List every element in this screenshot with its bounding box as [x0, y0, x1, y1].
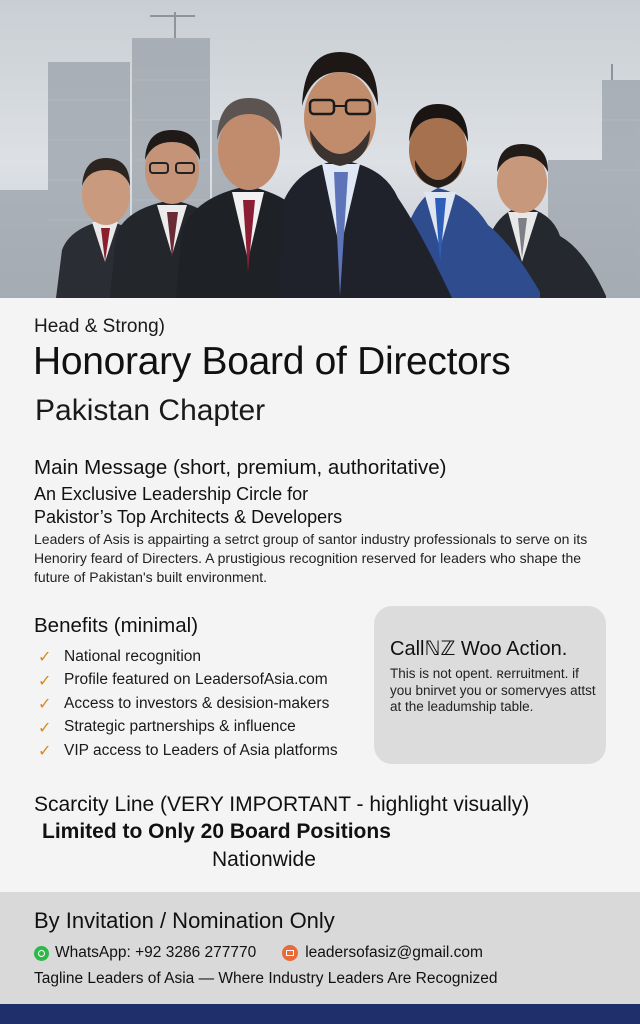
scarcity-line-1: Limited to Only 20 Board Positions: [42, 820, 391, 843]
cta-body: This is not opent. ʀerruitment. if you bnirvet you or somervyes attst at the leadumship table.: [390, 666, 596, 714]
message-body: Leaders of Asis is appairting a setrct group of santor industry professionals to serve on its Henoriry feard of Directers. A prustigious recognition reserved for leaders who shape the future of Pakistan's built environment.: [34, 531, 588, 585]
invitation-heading: By Invitation / Nomination Only: [34, 908, 335, 933]
hero-illustration: [0, 0, 640, 298]
benefit-item: [38, 716, 338, 740]
eyebrow-text: Head & Strong): [34, 316, 165, 337]
check-icon: ✓: [38, 694, 52, 714]
benefit-label: National recognition: [64, 647, 202, 665]
benefit-item: [38, 739, 338, 763]
benefits-heading: Benefits (minimal): [34, 614, 199, 637]
contact-row: [34, 944, 624, 962]
message-subheading: [34, 483, 594, 529]
benefit-item: [38, 669, 338, 693]
call-to-action-card: [374, 606, 606, 764]
benefit-item: [38, 645, 338, 669]
benefit-label: Profile featured on LeadersofAsia.com: [64, 671, 328, 689]
content-panel: [0, 298, 640, 892]
hero-photo: [0, 0, 640, 298]
benefit-label: Strategic partnerships & influence: [64, 718, 296, 736]
footer: [0, 892, 640, 1004]
benefit-label: VIP access to Leaders of Asia platforms: [64, 741, 338, 759]
scarcity-line-2: Nationwide: [212, 848, 316, 871]
message-subheading-line-2: Pakistor’s Top Architects & Developers: [34, 507, 343, 527]
page-subtitle: Pakistan Chapter: [35, 394, 266, 427]
check-icon: ✓: [38, 741, 52, 761]
whatsapp-icon: [34, 946, 49, 961]
benefits-list: [38, 645, 338, 763]
scarcity-heading: Scarcity Line (VERY IMPORTANT - highlight visually): [34, 793, 530, 816]
check-icon: ✓: [38, 670, 52, 690]
benefit-item: [38, 692, 338, 716]
email-contact[interactable]: leadersofasiz@gmail.com: [305, 944, 483, 961]
message-subheading-line-1: An Exclusive Leadership Circle for: [34, 484, 309, 504]
bottom-accent-bar: [0, 1004, 640, 1024]
message-heading: Main Message (short, premium, authoritative): [34, 456, 447, 479]
cta-heading: Callℕℤ Woo Action.: [390, 638, 568, 660]
whatsapp-contact[interactable]: WhatsApp: +92 3286 277770: [55, 944, 257, 961]
page-title: Honorary Board of Directors: [33, 340, 511, 383]
tagline: Tagline Leaders of Asia — Where Industry Leaders Are Recognized: [34, 970, 498, 987]
check-icon: ✓: [38, 647, 52, 667]
check-icon: ✓: [38, 717, 52, 737]
benefit-label: Access to investors & desision-makers: [64, 694, 330, 712]
mail-icon: [282, 945, 298, 961]
